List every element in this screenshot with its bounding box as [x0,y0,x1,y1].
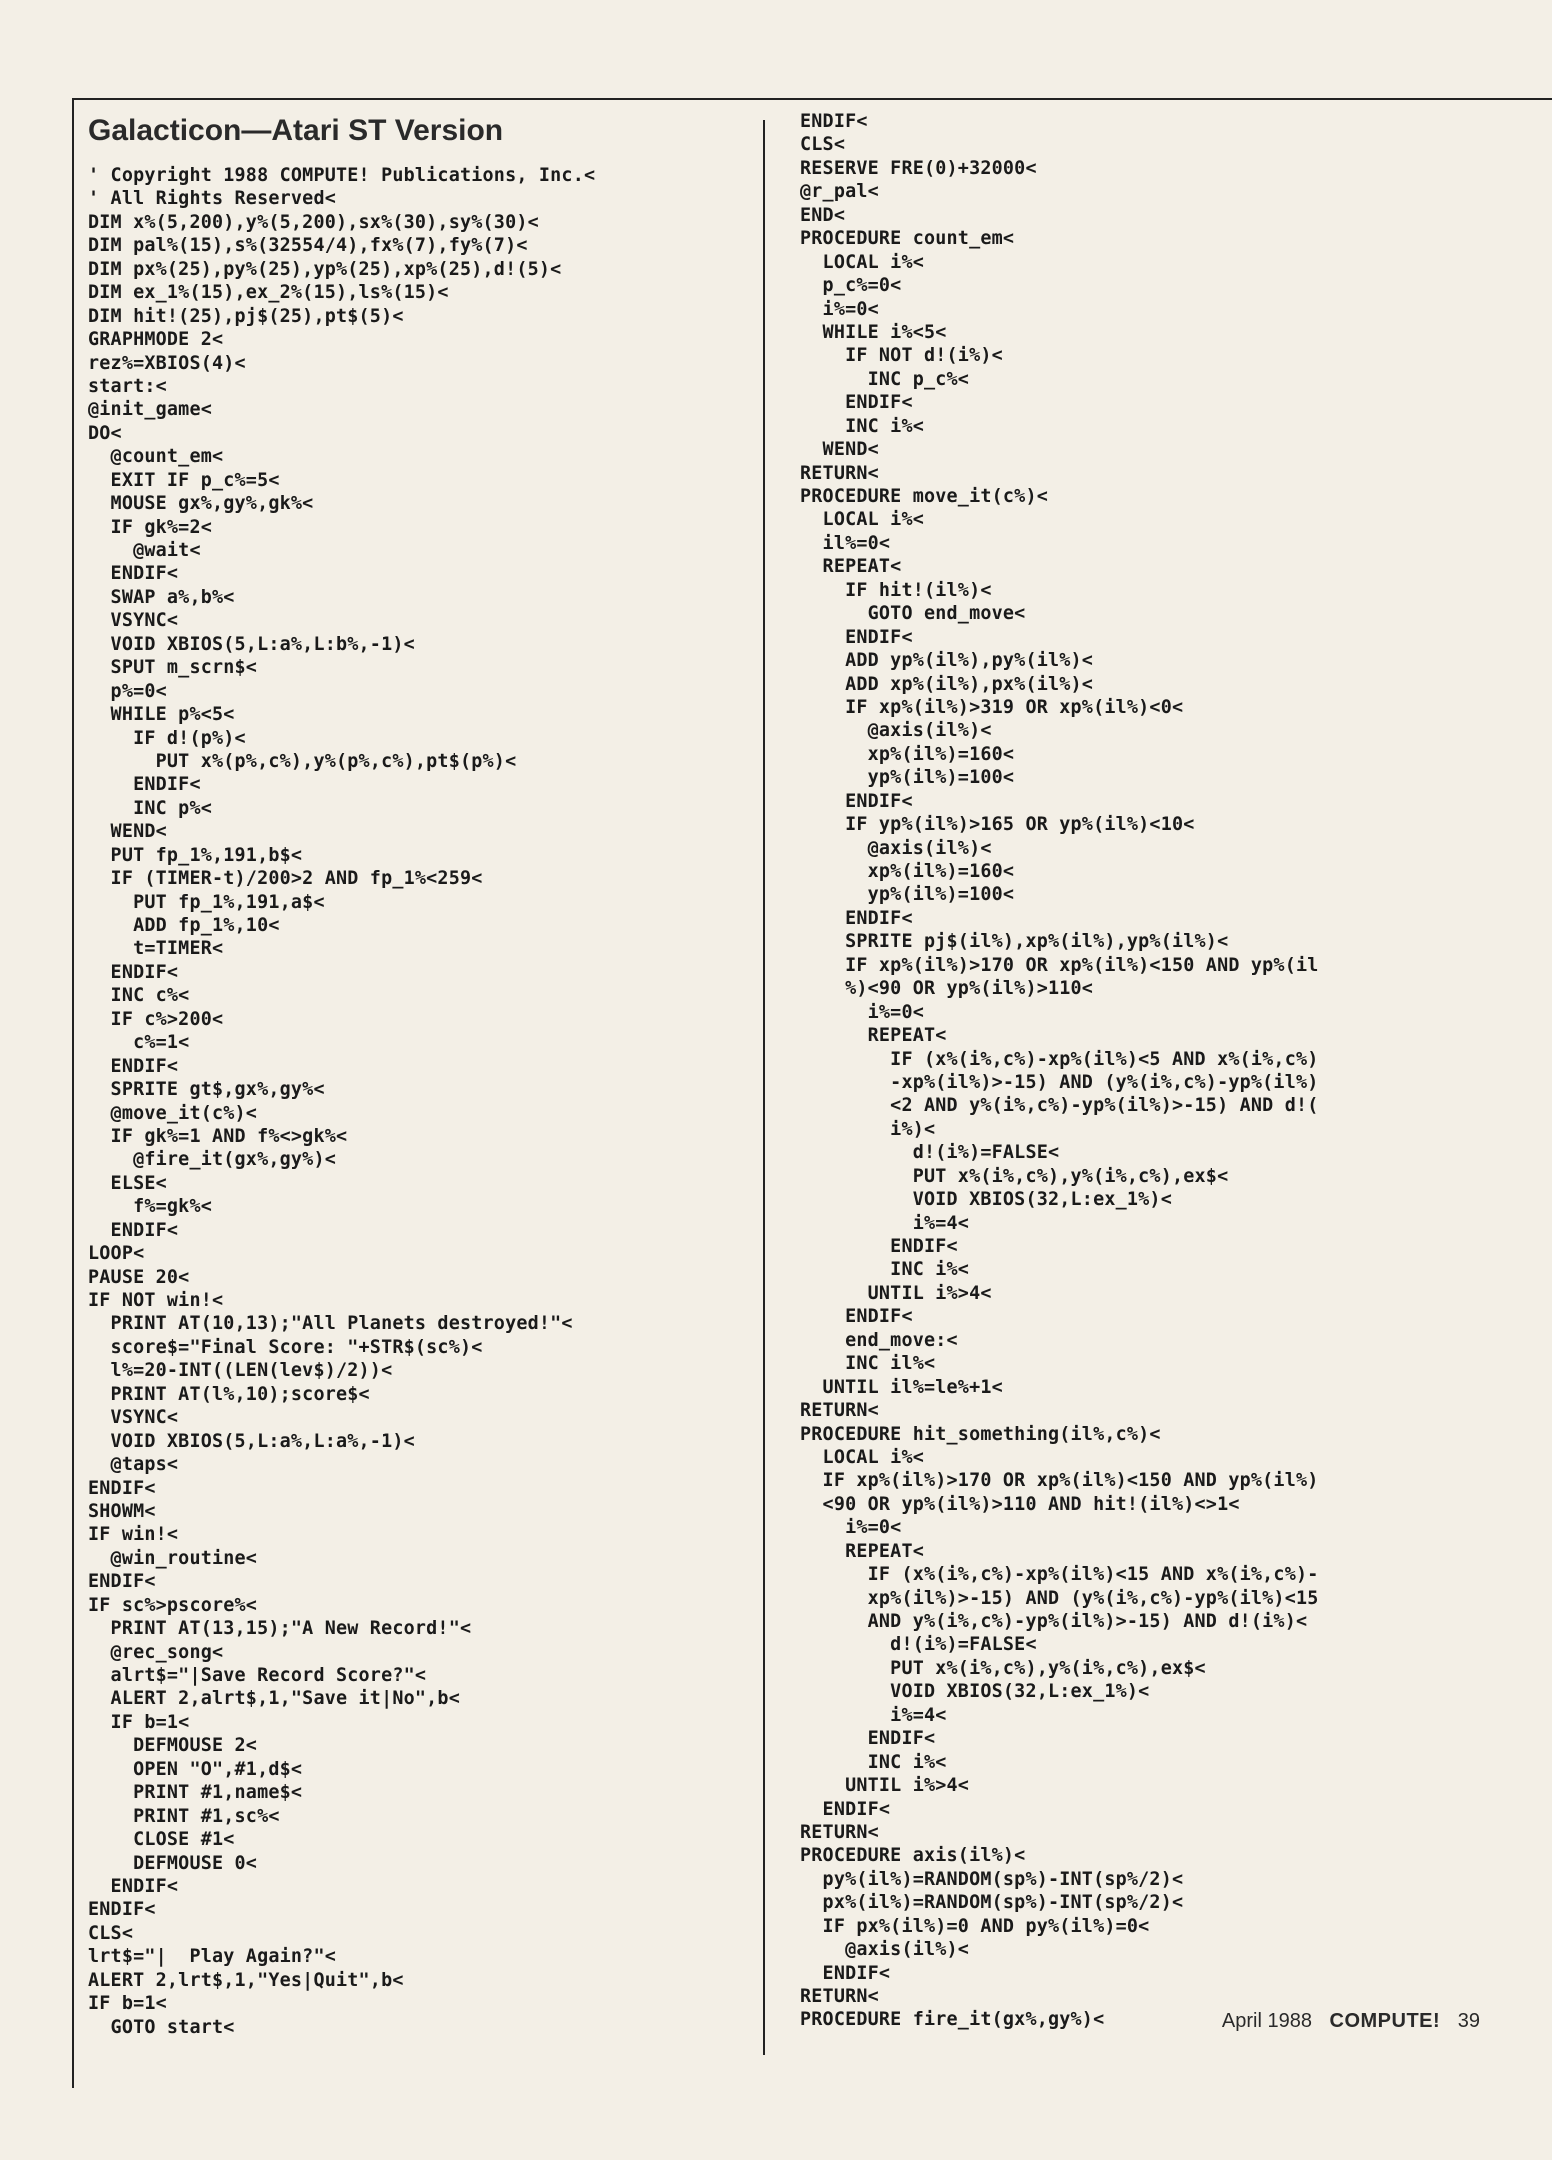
code-line: DIM pal%(15),s%(32554/4),fx%(7),fy%(7)< [88,235,528,257]
code-line: end_move:< [800,1329,958,1351]
code-line: ADD xp%(il%),px%(il%)< [800,673,1094,695]
code-line: <90 OR yp%(il%)>110 AND hit!(il%)<>1< [800,1493,1240,1515]
code-line: WEND< [88,821,167,843]
code-line: PROCEDURE fire_it(gx%,gy%)< [800,2009,1105,2031]
code-line: ENDIF< [800,392,913,414]
code-line: REPEAT< [800,1025,947,1047]
code-line: VOID XBIOS(5,L:a%,L:a%,-1)< [88,1430,415,1452]
code-line: c%=1< [88,1032,190,1054]
code-line: SPRITE pj$(il%),xp%(il%),yp%(il%)< [800,931,1229,953]
code-line: -xp%(il%)>-15) AND (y%(i%,c%)-yp%(il%) [800,1071,1319,1093]
code-line: @init_game< [88,399,212,421]
code-line: UNTIL i%>4< [800,1775,970,1797]
code-line: IF d!(p%)< [88,727,246,749]
code-line: IF NOT d!(i%)< [800,345,1003,367]
code-line: ENDIF< [88,1219,179,1241]
code-line: px%(il%)=RANDOM(sp%)-INT(sp%/2)< [800,1892,1184,1914]
code-line: yp%(il%)=100< [800,767,1015,789]
code-line: IF yp%(il%)>165 OR yp%(il%)<10< [800,814,1195,836]
code-line: i%=4< [800,1212,970,1234]
code-line: END< [800,204,846,226]
code-line: REPEAT< [800,1540,924,1562]
code-line: ENDIF< [800,111,868,132]
code-line: IF (TIMER-t)/200>2 AND fp_1%<259< [88,868,483,890]
code-line: @count_em< [88,446,224,468]
code-line: DIM px%(25),py%(25),yp%(25),xp%(25),d!(5)< [88,258,562,280]
code-line: ENDIF< [800,1306,913,1328]
code-line: CLS< [88,1922,134,1944]
code-line: INC il%< [800,1353,936,1375]
code-line: ENDIF< [800,626,913,648]
code-line: RETURN< [800,1986,879,2007]
page-number: 39 [1457,2010,1480,2032]
code-line: ENDIF< [800,1236,958,1257]
code-line: ENDIF< [88,774,201,796]
code-line: SPRITE gt$,gx%,gy%< [88,1079,325,1101]
code-line: IF NOT win!< [88,1290,224,1311]
code-line: VOID XBIOS(32,L:ex_1%)< [800,1189,1172,1211]
code-line: ENDIF< [88,1477,156,1499]
code-line: ' All Rights Reserved< [88,188,336,210]
code-line: ENDIF< [800,907,913,929]
code-line: ELSE< [88,1172,167,1194]
code-line: ADD yp%(il%),py%(il%)< [800,650,1094,672]
code-line: ' Copyright 1988 COMPUTE! Publications, Inc.< [88,165,596,186]
code-line: GRAPHMODE 2< [88,329,224,351]
code-line: AND y%(i%,c%)-yp%(il%)>-15) AND d!(i%)< [800,1611,1308,1632]
code-line: DIM x%(5,200),y%(5,200),sx%(30),sy%(30)< [88,211,539,233]
code-line: t=TIMER< [88,938,224,960]
code-line: INC p_c%< [800,368,970,390]
code-line: CLOSE #1< [88,1829,235,1851]
code-line: i%=0< [800,1517,902,1539]
code-line: ENDIF< [88,961,179,983]
code-line: i%=0< [800,298,879,320]
code-line: IF hit!(il%)< [800,579,992,601]
code-line: WHILE p%<5< [88,704,235,726]
code-line: p%=0< [88,680,167,702]
listing-title: Galacticon—Atari ST Version [88,114,504,147]
code-line: CLS< [800,134,846,156]
code-line: PROCEDURE count_em< [800,228,1015,250]
code-line: LOOP< [88,1243,145,1265]
column-divider [763,120,765,2055]
code-line: SWAP a%,b%< [88,586,235,608]
code-line: UNTIL i%>4< [800,1282,992,1304]
code-line: DIM ex_1%(15),ex_2%(15),ls%(15)< [88,282,449,304]
code-line: VSYNC< [88,1407,179,1429]
code-line: xp%(il%)=160< [800,743,1015,765]
code-line: rez%=XBIOS(4)< [88,352,246,374]
code-line: RESERVE FRE(0)+32000< [800,157,1037,179]
code-line: i%=4< [800,1704,947,1726]
code-line: PUT x%(i%,c%),y%(i%,c%),ex$< [800,1657,1206,1679]
code-line: PRINT #1,name$< [88,1782,303,1804]
code-line: INC c%< [88,985,190,1007]
code-line: f%=gk%< [88,1196,212,1218]
code-line: REPEAT< [800,556,902,578]
page-footer [1210,2010,1480,2033]
code-line: @r_pal< [800,181,879,203]
code-line: DO< [88,422,122,444]
code-line: OPEN "O",#1,d$< [88,1758,303,1780]
code-line: score$="Final Score: "+STR$(sc%)< [88,1336,483,1358]
code-line: PRINT #1,sc%< [88,1805,280,1827]
code-line: UNTIL il%=le%+1< [800,1376,1003,1398]
code-line: DEFMOUSE 2< [88,1735,258,1757]
code-line: lrt$="| Play Again?"< [88,1946,336,1968]
code-line: ENDIF< [88,1899,156,1921]
code-line: SHOWM< [88,1500,156,1522]
code-line: PROCEDURE axis(il%)< [800,1845,1026,1867]
code-line: RETURN< [800,462,879,484]
code-line: ENDIF< [88,1875,179,1897]
code-line: INC i%< [800,1751,947,1773]
code-line: IF gk%=1 AND f%<>gk%< [88,1125,348,1147]
code-line: GOTO start< [88,2016,235,2038]
code-line: PROCEDURE hit_something(il%,c%)< [800,1423,1161,1445]
code-line: i%)< [800,1118,936,1140]
code-line: il%=0< [800,532,891,554]
code-line: IF sc%>pscore%< [88,1594,258,1616]
code-line: IF px%(il%)=0 AND py%(il%)=0< [800,1915,1150,1937]
code-line: WHILE i%<5< [800,321,947,343]
code-line: xp%(il%)=160< [800,861,1015,882]
code-line: ENDIF< [800,1962,891,1984]
code-line: PROCEDURE move_it(c%)< [800,486,1048,507]
code-line: alrt$="|Save Record Score?"< [88,1665,427,1686]
code-line: @rec_song< [88,1641,224,1663]
code-column-left [88,164,595,2039]
code-line: d!(i%)=FALSE< [800,1142,1060,1164]
code-line: IF xp%(il%)>170 OR xp%(il%)<150 AND yp%(il%) [800,1470,1319,1492]
code-line: xp%(il%)>-15) AND (y%(i%,c%)-yp%(il%)<15 [800,1587,1319,1609]
code-line: PAUSE 20< [88,1266,190,1288]
code-line: PUT x%(i%,c%),y%(i%,c%),ex$< [800,1165,1229,1187]
code-line: IF win!< [88,1524,179,1546]
code-line: ENDIF< [800,1798,891,1820]
code-line: py%(il%)=RANDOM(sp%)-INT(sp%/2)< [800,1868,1184,1890]
code-line: PRINT AT(13,15);"A New Record!"< [88,1618,472,1640]
code-line: d!(i%)=FALSE< [800,1634,1037,1656]
code-line: @wait< [88,540,201,561]
code-line: ALERT 2,lrt$,1,"Yes|Quit",b< [88,1969,404,1991]
code-line: VOID XBIOS(5,L:a%,L:b%,-1)< [88,633,415,655]
code-line: ENDIF< [88,1571,156,1593]
code-line: IF (x%(i%,c%)-xp%(il%)<15 AND x%(i%,c%)- [800,1564,1319,1586]
code-line: l%=20-INT((LEN(lev$)/2))< [88,1360,393,1382]
code-line: <2 AND y%(i%,c%)-yp%(il%)>-15) AND d!( [800,1095,1319,1117]
code-line: RETURN< [800,1821,879,1843]
code-line: ENDIF< [88,563,179,585]
code-line: LOCAL i%< [800,509,924,531]
code-line: LOCAL i%< [800,1446,924,1468]
issue-date: April 1988 [1221,2010,1312,2032]
code-line: p_c%=0< [800,275,902,297]
code-line: yp%(il%)=100< [800,884,1015,906]
code-line: @axis(il%)< [800,837,992,859]
code-line: IF c%>200< [88,1008,224,1030]
code-line: IF b=1< [88,1993,167,2015]
code-line: LOCAL i%< [800,251,924,273]
code-line: EXIT IF p_c%=5< [88,469,280,491]
code-line: IF (x%(i%,c%)-xp%(il%)<5 AND x%(i%,c%) [800,1048,1319,1070]
code-line: INC i%< [800,1259,970,1281]
code-line: %)<90 OR yp%(il%)>110< [800,978,1094,1000]
code-line: SPUT m_scrn$< [88,657,258,679]
code-line: DEFMOUSE 0< [88,1852,258,1874]
code-line: i%=0< [800,1001,924,1023]
code-line: ENDIF< [88,1055,179,1077]
code-line: PUT fp_1%,191,a$< [88,891,325,913]
code-line: DIM hit!(25),pj$(25),pt$(5)< [88,305,404,327]
code-line: PUT fp_1%,191,b$< [88,844,303,866]
magazine-name: COMPUTE! [1329,2010,1441,2032]
code-line: WEND< [800,439,879,461]
code-line: IF xp%(il%)>170 OR xp%(il%)<150 AND yp%(il [800,954,1319,976]
code-line: ENDIF< [800,1728,936,1750]
code-line: @win_routine< [88,1547,258,1569]
code-line: IF gk%=2< [88,516,212,538]
code-line: VSYNC< [88,610,179,632]
code-line: start:< [88,375,167,397]
code-line: ALERT 2,alrt$,1,"Save it|No",b< [88,1688,460,1710]
code-line: PRINT AT(10,13);"All Planets destroyed!"< [88,1313,573,1335]
code-line: MOUSE gx%,gy%,gk%< [88,493,314,515]
code-line: PRINT AT(l%,10);score$< [88,1383,370,1405]
code-line: IF b=1< [88,1711,190,1733]
code-line: RETURN< [800,1400,879,1422]
code-line: ADD fp_1%,10< [88,915,280,936]
code-line: @taps< [88,1454,179,1476]
code-line: @move_it(c%)< [88,1102,258,1124]
code-column-right [800,110,1319,2032]
code-line: PUT x%(p%,c%),y%(p%,c%),pt$(p%)< [88,750,517,772]
code-line: @fire_it(gx%,gy%)< [88,1149,336,1171]
code-line: INC i%< [800,415,924,437]
code-line: VOID XBIOS(32,L:ex_1%)< [800,1681,1150,1703]
code-line: GOTO end_move< [800,603,1026,625]
code-line: ENDIF< [800,790,913,812]
code-line: @axis(il%)< [800,720,992,742]
code-line: IF xp%(il%)>319 OR xp%(il%)<0< [800,696,1184,718]
code-line: INC p%< [88,797,212,819]
code-line: @axis(il%)< [800,1939,970,1961]
